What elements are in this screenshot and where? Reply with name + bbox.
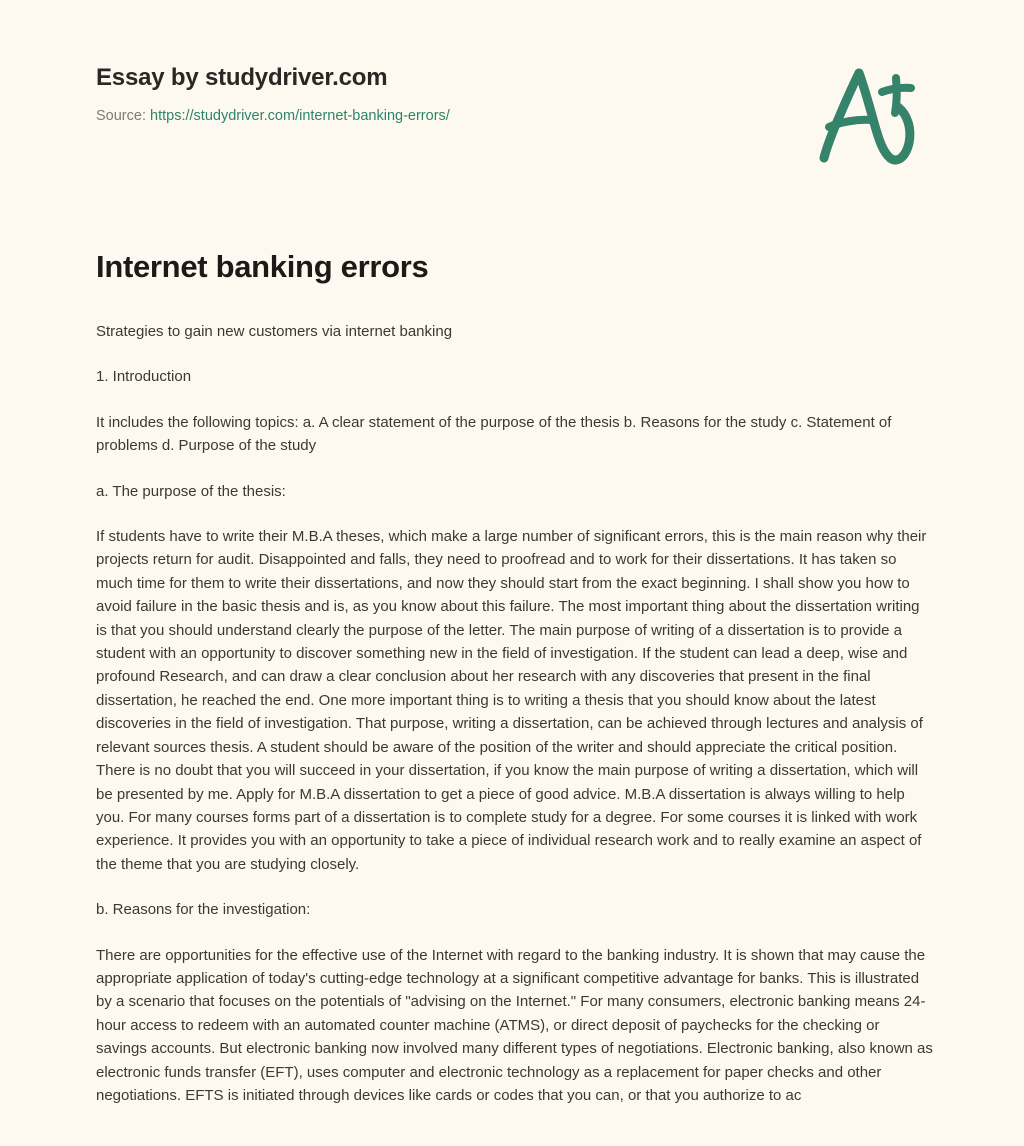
- brand-title: Essay by studydriver.com: [96, 64, 388, 91]
- article-body: [96, 248, 934, 1107]
- paragraph-section-1: 1. Introduction: [96, 368, 192, 386]
- paragraph-purpose-body: If students have to write their M.B.A theses, which make a large number of significant errors, this is the main reason why their projects return for audit. Disappointed and falls, they need to proofread and to work for their dissertations. It has taken so much time for them to write their dissertations, and now they should start from the exact beginning. I shall show you how to avoid failure in the basic thesis and is, as you know about this failure. The most important thing about the dissertation writing is that you should understand clearly the purpose of the letter. The main purpose of writing of a dissertation is to provide a student with an opportunity to discover something new in the field of investigation. If the student can lead a deep, wise and profound Research, and can draw a clear conclusion about her research with any discoveries that present in the final dissertation, he reached the end. One more important thing is to writing a thesis that you should know about the latest discoveries in the field of investigation. That purpose, writing a dissertation, can be achieved through lectures and analysis of relevant sources thesis. A student should be aware of the position of the writer and should appreciate the critical position. There is no doubt that you will succeed in your dissertation, if you know the main purpose of writing a dissertation, which will be presented by me. Apply for M.B.A dissertation to get a piece of good advice. M.B.A dissertation is always willing to help you. For many courses forms part of a dissertation is to complete study for a degree. For some courses it is linked with work experience. It provides you with an opportunity to take a piece of individual research work and to really examine an aspect of the theme that you are studying closely.: [96, 528, 927, 873]
- page-title: Internet banking errors: [96, 249, 429, 284]
- paragraph-subtitle: Strategies to gain new customers via internet banking: [96, 323, 453, 340]
- source-url-link[interactable]: https://studydriver.com/internet-banking-errors/: [150, 108, 450, 124]
- a-plus-logo-icon: [812, 66, 932, 170]
- paragraph-topics-list: It includes the following topics: a. A clear statement of the purpose of the thesis b. Reasons for the study c. Statement of problems d. Purpose of the study: [96, 413, 892, 455]
- a-plus-logo: [812, 66, 932, 170]
- page-header: [0, 0, 1024, 200]
- source-line: [96, 106, 450, 126]
- body-text: [96, 320, 934, 1107]
- paragraph-heading-a: a. The purpose of the thesis:: [96, 482, 286, 500]
- source-label: Source:: [96, 108, 146, 124]
- paragraph-reasons-body: There are opportunities for the effective use of the Internet with regard to the banking industry. It is shown that may cause the appropriate application of today's cutting-edge technology at a significant competitive advantage for banks. This is illustrated by a scenario that focuses on the potentials of "advising on the Internet." For many consumers, electronic banking means 24-hour access to redeem with an automated counter machine (ATMS), or direct deposit of paychecks for the checking or savings accounts. But electronic banking now involved many different types of negotiations. Electronic banking, also known as electronic funds transfer (EFT), uses computer and electronic technology as a replacement for paper checks and other negotiations. EFTS is initiated through devices like cards or codes that you can, or that you authorize to ac: [96, 946, 933, 1104]
- paragraph-heading-b: b. Reasons for the investigation:: [96, 901, 311, 919]
- brand-block: [96, 62, 450, 126]
